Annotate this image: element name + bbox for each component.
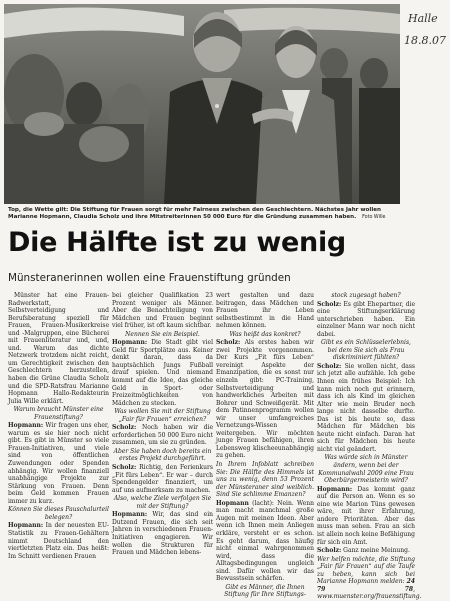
caption-text: Die Stiftung für Frauen sorgt für mehr Fairness zwischen den Geschlechtern. Nächstes Jahr wollen Marianne Hopmann, Claudia Scholz und ihre Mitstreiterinnen 50 000 Euro für die Gründung zusammen haben.: [8, 207, 382, 221]
answer: Scholz: Ganz meine Meinung.: [317, 547, 410, 555]
handwritten-line2: 18.8.07: [404, 34, 446, 47]
answer: Hopmann: Die Stadt gibt viel Geld für Sportplätze aus. Keiner denkt daran, dass da hauptsächlich Jungs Fußball drauf spielen. Und niemand kommt auf die Idee, das gleiche Geld in Sport- oder Freizeitmöglichkeiten von Mädchen zu stecken.: [112, 339, 213, 407]
subheadline: Münsteranerinnen wollen eine Frauenstiftung gründen: [8, 272, 291, 284]
question: Also, welche Ziele verfolgen Sie mit der Stiftung?: [113, 495, 212, 510]
info-box: Wer helfen möchte, die Stiftung „Fair für Frauen“ auf die Taufe zu heben, kann sich bei Marianne Hopmann melden: 24 79 78, www.muenster.org/frauenstiftung.: [317, 555, 422, 601]
answer: Scholz: Noch haben wir die erforderlichen 50 000 Euro nicht zusammen, um sie zu gründen.: [112, 424, 213, 447]
question: Nennen Sie ein Beispiel.: [125, 330, 200, 338]
answer: Hopmann: In der neuesten EU-Statistik zu Frauen-Gehältern nimmt Deutschland den viertletzten Platz ein. Das heißt: Im Schnitt verdienen Frauen: [8, 522, 109, 560]
headline: Die Hälfte ist zu wenig: [8, 227, 346, 258]
answer: Scholz: Als erstes haben wir zwei Projekte vorgenommen. Der Kurs „Fit fürs Leben“ vereinigt Aspekte der Emanzipation, die es sonst nur einzeln gibt: PC-Training, Selbstverteidigung und handwerkliches Arbeiten mit Bohrer und Schweißgerät. Mit dem Patinnenprogramm wollen wir unser umfangreiches Vernetzungs-Wissen weitergeben. Wir möchten junge Frauen befähigen, ihren Lebensweg klischeeunabhängig zu gehen.: [216, 339, 314, 460]
photo-caption: [8, 207, 396, 221]
handwritten-line1: Halle: [408, 12, 438, 25]
question: Gibt es Männer, die Ihnen Stiftung für Ihre Stiftungs-: [224, 583, 306, 599]
answer: Hopmann: Wir fragen uns eher, warum es sie hier noch nicht gibt. Es gibt in Münster so viele Frauen-Initiativen, und viele sind von öffentlichen Zuwendungen oder Spenden abhängig. Wir wollen finanziell unabhängige Projekte zur Stärkung von Frauen. Denn beim Geld kommen Frauen immer zu kurz.: [8, 422, 109, 505]
article-photo: [4, 4, 400, 204]
caption-lead: Top, die Wette gilt:: [8, 207, 69, 213]
question: Aber Sie haben doch bereits ein erstes Projekt durchgeführt.: [113, 447, 212, 463]
question: Was wollen Sie mit der Stiftung „Fair für Frauen“ erreichen?: [114, 408, 211, 423]
question: Was heißt das konkret?: [229, 330, 301, 338]
question: Können Sie dieses Pauschalurteil belegen?: [8, 506, 109, 521]
handwritten-note: [402, 8, 448, 52]
question: In Ihrem Infoblatt schreiben Sie: Die Hälfte des Himmels ist uns zu wenig, denn 53 Prozent der Münsteraner sind weiblich. Sind Sie schlimme Emanzen?: [216, 461, 314, 499]
intro-paragraph: Münster hat eine Frauen-Radwerkstatt, Selbstverteidigung und Berufsberatung speziell für Frauen, Frauen-Musikerkreise und -Malgruppen, eine Bücherei mit Frauenliteratur und, und, und. Warum das dichte Netzwerk trotzdem nicht reicht, um Gerechtigkeit zwischen den Geschlechtern herzustellen, haben die Grüne Claudia Scholz und die SPD-Ratsfrau Marianne Hopmann Hallo-Redakteurin Julia Wille erklärt.: [8, 292, 109, 405]
photo-two-women: [4, 4, 400, 204]
phone-number: 24 79 78: [317, 578, 415, 593]
paragraph: wert gestalten und dazu beitragen, dass Mädchen und Frauen ihr Leben selbstbestimmt in die Hand nehmen können.: [216, 292, 314, 330]
answer: Hopmann (lacht): Nein. Wenn man macht manchmal große Augen mit meinen Ideen. Aber wenn ich Ihnen mein Anliegen erkläre, versteht er es schon. Es geht darum, dass häufig nicht einmal wahrgenommen wird, dass die Alltagsbedingungen ungleich sind. Dafür wollen wir das Bewusstsein schärfen.: [216, 499, 314, 583]
paragraph: bei gleicher Qualifikation 23 Prozent weniger als Männer. Aber die Benachteiligung von Mädchen und Frauen beginnt viel früher, ist oft kaum sichtbar.: [112, 292, 213, 330]
answer: Scholz: Richtig, den Ferienkurs „Fit fürs Leben“. Er war – durch Spendengelder finanziert, um auf uns aufmerksam zu machen.: [112, 464, 213, 494]
question: Was würde sich in Münster ändern, wenn bei der Kommunalwahl 2009 eine Frau Oberbürgermeisterin wird?: [318, 454, 414, 485]
question: Warum braucht Münster eine Frauenstiftung?: [13, 406, 104, 421]
article-column-2: [112, 292, 213, 592]
answer: Hopmann: Wir, das sind ein Dutzend Frauen, die sich seit Jahren in verschiedenen Frauen-Initiativen engagieren. Wir wollen die Strukturen für Frauen und Mädchen lebens-: [112, 511, 213, 557]
web-address: www.muenster.org/frauenstiftung.: [317, 593, 422, 601]
article-column-3: [216, 292, 314, 599]
question: stock zugesagt haben?: [331, 292, 401, 299]
answer: Scholz: Sie wollen nicht, dass ich jetzt alle aufzähle. Ich gebe Ihnen ein frühes Beispiel: Ich kann mich noch gut erinnern, dass ich als Kind im gleichen Alter wie mein Bruder noch lange nicht dasselbe durfte. Das ist bis heute so, dass Mädchen für Mädchen bis heute nicht einfach. Daran hat sich für Mädchen bis heute nicht viel geändert.: [317, 362, 415, 453]
article-column-4: [317, 292, 422, 601]
article-column-1: [8, 292, 109, 592]
answer: Scholz: Es gibt Ehepartner, die eine Stiftungserklärung unterschrieben haben. Ein einzelner Mann war noch nicht dabei.: [317, 300, 415, 338]
answer: Hopmann: Das kommt ganz auf die Person an. Wenn es so eine wie Marion Tüns gewesen wäre, mit ihrer Erfahrung, andere Prioritäten. Aber das muss man sehen. Frau an sich ist allein noch keine Befähigung für sich ein Amt.: [317, 485, 415, 546]
photo-credit: Foto Wille: [362, 215, 386, 221]
question: Gibt es ein Schlüsselerlebnis, bei dem Sie sich als Frau diskriminiert fühlten?: [321, 339, 411, 362]
